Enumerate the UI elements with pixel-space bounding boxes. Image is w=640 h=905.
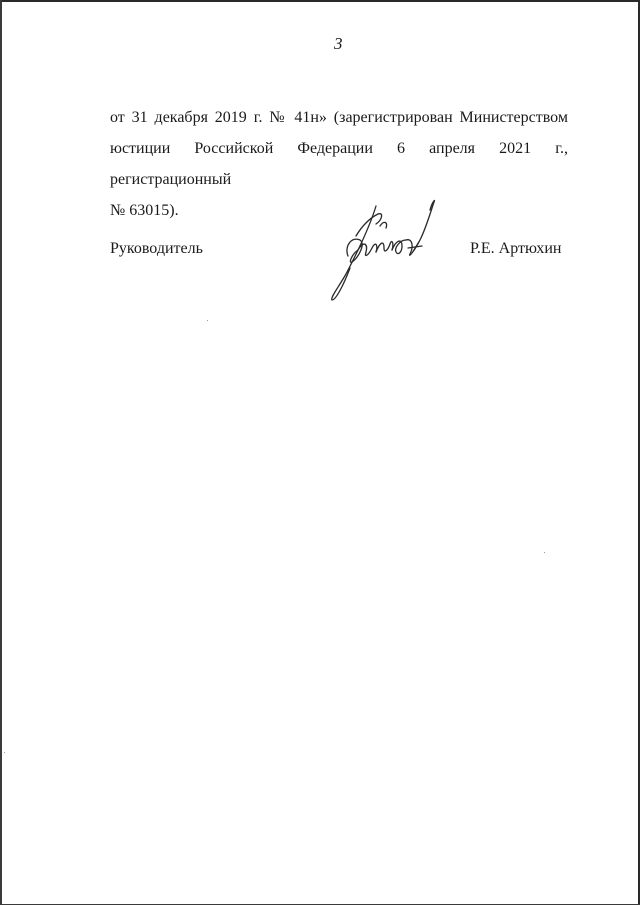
- scan-speck: [207, 320, 208, 321]
- handwritten-signature-icon: [318, 196, 442, 304]
- paragraph-line: № 63015).: [110, 202, 179, 219]
- position-title: Руководитель: [110, 240, 203, 257]
- signer-name: Р.Е. Артюхин: [470, 240, 562, 257]
- page-border-top: [0, 0, 640, 2]
- scan-speck: [544, 552, 545, 553]
- scan-speck: [4, 752, 5, 753]
- page-border-left: [0, 0, 2, 905]
- page-number: 3: [334, 34, 343, 53]
- paragraph-line: юстиции Российской Федерации 6 апреля 2021 г., регистрационный: [110, 140, 568, 188]
- paragraph-line: от 31 декабря 2019 г. № 41н» (зарегистрирован Министерством: [110, 109, 568, 126]
